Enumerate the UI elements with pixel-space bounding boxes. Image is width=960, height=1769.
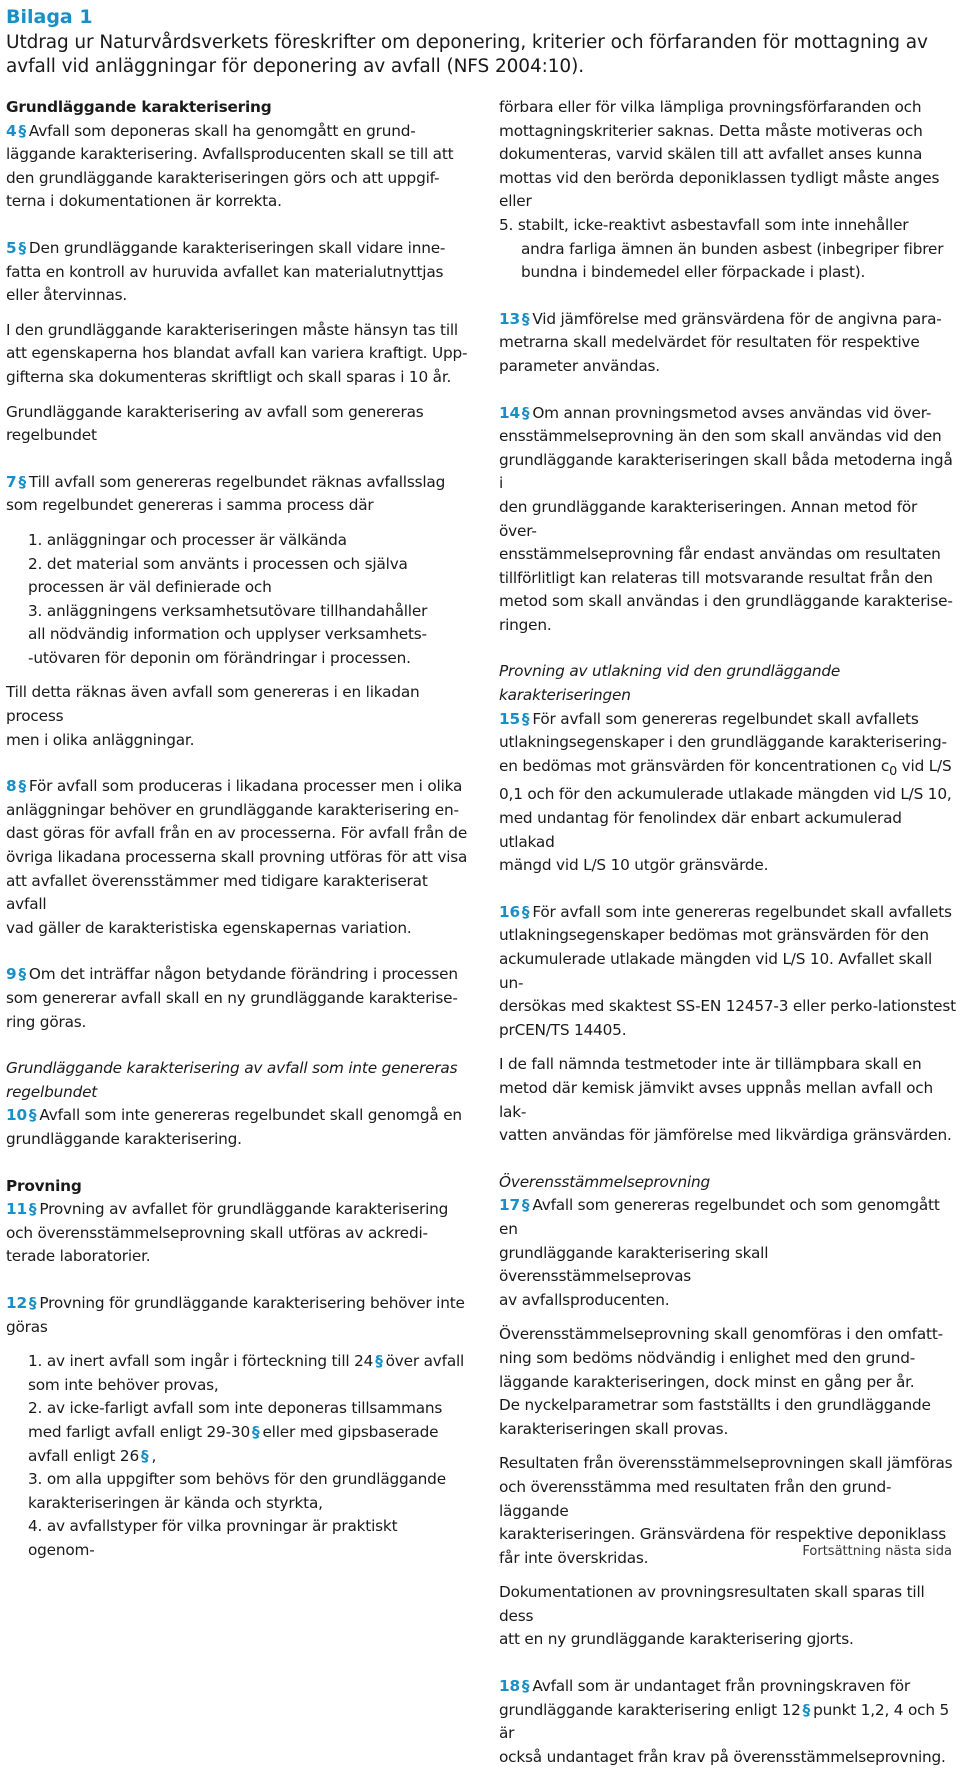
text-line: fatta en kontroll av huruvida avfallet kan materialutnyttjas: [6, 262, 444, 281]
paragraph-number: 12: [6, 1293, 27, 1312]
text-line: får inte överskridas.: [499, 1548, 649, 1567]
subtitle-line: avfall vid anläggningar för deponering av avfall (NFS 2004:10).: [6, 56, 585, 77]
text-line: eller: [499, 192, 532, 211]
text-line: metrarna skall medelvärdet för resultaten för respektive: [499, 333, 920, 352]
section-sign-icon: §: [18, 238, 26, 257]
paragraph: [6, 681, 468, 752]
paragraph-13: [499, 308, 959, 379]
text-line: en bedömas mot gränsvärden för koncentrationen c: [499, 756, 890, 775]
text-line: göras: [6, 1317, 48, 1336]
text-line: ensstämmelseprovning får endast användas om resultaten: [499, 545, 941, 564]
text-line: ensstämmelseprovning än den som skall användas vid den: [499, 427, 942, 446]
text-line: regelbundet: [6, 426, 97, 445]
paragraph: [499, 1053, 959, 1147]
paragraph-number: 9: [6, 965, 17, 984]
paragraph-12-continued: [499, 96, 959, 285]
section-heading: Grundläggande karakterisering: [6, 98, 272, 116]
paragraph-number: 4: [6, 121, 17, 140]
text-line: ringen.: [499, 615, 552, 634]
text-line: med undantag för fenolindex där enbart ackumulerad utlakad: [499, 809, 902, 851]
text-line: mängd vid L/S 10 utgör gränsvärde.: [499, 856, 769, 875]
text-line: utlakningsegenskaper i den grundläggande karakterisering-: [499, 733, 947, 752]
text-line: av avfallsproducenten.: [499, 1290, 670, 1309]
section-heading: Grundläggande karakterisering av avfall som inte genereras: [6, 1059, 458, 1078]
text-line: grundläggande karakterisering.: [6, 1129, 242, 1148]
text-line: läggande karakterisering. Avfallsproducenten skall se till att: [6, 145, 454, 164]
paragraph-18: [499, 1675, 959, 1769]
text-line: dokumenteras, varvid skälen till att avfallet anses kunna: [499, 145, 923, 164]
text-line: vid L/S: [897, 756, 952, 775]
section-sign-icon: §: [521, 709, 530, 728]
list-item: 5. stabilt, icke-reaktivt asbestavfall som inte innehåller: [499, 215, 909, 234]
text-line: Dokumentationen av provningsresultaten skall sparas till dess: [499, 1583, 925, 1625]
paragraph-7: [6, 471, 468, 518]
paragraph-16: [499, 901, 959, 1043]
section-sign-icon: §: [28, 1200, 37, 1219]
section-sign-icon: §: [18, 472, 26, 491]
text-line: ring göras.: [6, 1012, 87, 1031]
list-item: 1. anläggningar och processer är välkända: [28, 530, 347, 549]
paragraph-number: 8: [6, 777, 17, 796]
section-sign-icon: §: [375, 1352, 383, 1371]
right-column: [499, 96, 959, 1769]
text-line: eller återvinnas.: [6, 286, 128, 305]
paragraph-11: [6, 1175, 468, 1269]
list-item: 2. av icke-farligt avfall som inte deponeras tillsammans: [28, 1399, 443, 1418]
text-line: ackumulerade utlakade mängden vid L/S 10. Avfallet skall un-: [499, 950, 933, 992]
text-line: att avfallet överensstämmer med tidigare karakteriserat avfall: [6, 871, 428, 914]
text-line: grundläggande karakterisering enligt 12: [499, 1700, 801, 1719]
text-line: Till detta räknas även avfall som genereras i en likadan process: [6, 683, 420, 726]
section-sign-icon: §: [802, 1700, 811, 1719]
section-heading: regelbundet: [6, 1082, 98, 1101]
text-line: Om annan provningsmetod avses användas vid över-: [532, 403, 932, 422]
text-line: grundläggande karakteriseringen skall båda metoderna ingå i: [499, 450, 953, 493]
text-line: Till avfall som genereras regelbundet räknas avfallsslag: [28, 472, 446, 491]
section-sign-icon: §: [251, 1422, 260, 1441]
paragraph-number: 10: [6, 1106, 27, 1125]
text-line: utlakningsegenskaper bedömas mot gränsvärden för den: [499, 926, 929, 945]
section-sign-icon: §: [521, 403, 530, 422]
paragraph-number: 17: [499, 1196, 520, 1215]
text-line: Provning för grundläggande karakterisering behöver inte: [39, 1293, 465, 1312]
list-item: över avfall: [385, 1352, 465, 1371]
subtitle-line: Utdrag ur Naturvårdsverkets föreskrifter om deponering, kriterier och förfaranden för mottagning av: [6, 32, 928, 53]
text-line: För avfall som inte genereras regelbundet skall avfallets: [532, 902, 952, 921]
text-line: Om det inträffar någon betydande förändring i processen: [28, 965, 458, 984]
section-sign-icon: §: [28, 1293, 37, 1312]
paragraph: [499, 1581, 959, 1652]
text-line: läggande karakteriseringen, dock minst en gång per år.: [499, 1372, 915, 1391]
text-line: Grundläggande karakterisering av avfall som genereras: [6, 402, 424, 421]
text-line: prCEN/TS 14405.: [499, 1020, 627, 1039]
list-item: bundna i bindemedel eller förpackade i plast).: [521, 263, 866, 282]
list-item: ,: [151, 1446, 157, 1465]
text-line: karakteriseringen skall provas.: [499, 1419, 729, 1438]
text-line: att en ny grundläggande karakterisering gjorts.: [499, 1630, 854, 1649]
text-line: dersökas med skaktest SS-EN 12457-3 eller perko-lationstest: [499, 997, 956, 1016]
text-line: Överensstämmelseprovning skall genomföras i den omfatt-: [499, 1325, 943, 1344]
text-line: För avfall som produceras i likadana processer men i olika: [28, 777, 463, 796]
paragraph-number: 16: [499, 902, 520, 921]
paragraph-8: [6, 775, 468, 940]
continue-note: Fortsättning nästa sida: [802, 1544, 952, 1559]
text-line: gifterna ska dokumenteras skriftligt och skall sparas i 10 år.: [6, 367, 452, 386]
paragraph-4: [6, 120, 468, 214]
appendix-title: Bilaga 1: [6, 6, 93, 28]
list-item: 3. anläggningens verksamhetsutövare tillhandahåller: [28, 601, 428, 620]
section-sign-icon: §: [18, 965, 26, 984]
list-item: avfall enligt 26: [28, 1446, 139, 1465]
text-line: den grundläggande karakteriseringen görs och att uppgif-: [6, 168, 440, 187]
text-line: vad gäller de karakteristiska egenskapernas variation.: [6, 918, 412, 937]
text-line: förbara eller för vilka lämpliga provningsförfaranden och: [499, 98, 922, 116]
text-line: Vid jämförelse med gränsvärdena för de angivna para-: [532, 309, 942, 328]
list-item: 2. det material som använts i processen och själva: [28, 554, 408, 573]
paragraph-number: 11: [6, 1200, 27, 1219]
paragraph-number: 5: [6, 238, 17, 257]
list-item: -utövaren för deponin om förändringar i processen.: [28, 648, 411, 667]
text-line: och överensstämma med resultaten från den grund-läggande: [499, 1477, 892, 1520]
text-line: 0,1 och för den ackumulerade utlakade mängden vid L/S 10,: [499, 785, 952, 804]
section-heading: [6, 401, 468, 448]
paragraph: [499, 1323, 959, 1441]
text-line: Avfall som deponeras skall ha genomgått en grund-: [28, 121, 416, 140]
text-line: den grundläggande karakteriseringen. Annan metod för över-: [499, 497, 918, 540]
paragraph-number: 7: [6, 472, 17, 491]
text-line: mottagningskriterier saknas. Detta måste motiveras och: [499, 121, 923, 140]
section-sign-icon: §: [141, 1446, 149, 1465]
list-item: processen är väl definierade och: [28, 578, 272, 597]
text-line: ning som bedöms nödvändig i enlighet med den grund-: [499, 1348, 916, 1367]
text-line: vatten användas för jämförelse med likvärdiga gränsvärden.: [499, 1126, 952, 1145]
text-line: Avfall som genereras regelbundet och som genomgått en: [499, 1196, 940, 1238]
list-item: med farligt avfall enligt 29-30: [28, 1422, 250, 1441]
paragraph-10: [6, 1057, 468, 1151]
text-line: Provning av avfallet för grundläggande karakterisering: [39, 1200, 449, 1219]
list-item: 3. om alla uppgifter som behövs för den grundläggande: [28, 1470, 446, 1489]
left-column: [6, 96, 468, 1562]
text-line: tillförlitligt kan relateras till motsvarande resultat från den: [499, 568, 933, 587]
section-sign-icon: §: [521, 1196, 530, 1215]
section-heading: Överensstämmelseprovning: [499, 1172, 711, 1191]
text-line: terade laboratorier.: [6, 1247, 151, 1266]
section-heading: Provning: [6, 1176, 82, 1195]
text-line: också undantaget från krav på överensstämmelseprovning.: [499, 1747, 946, 1766]
list-item: andra farliga ämnen än bunden asbest (inbegriper fibrer: [521, 239, 944, 258]
paragraph-9: [6, 963, 468, 1034]
text-line: dast göras för avfall från en av processerna. För avfall från de: [6, 824, 468, 843]
text-line: som genererar avfall skall en ny grundläggande karakterise-: [6, 989, 458, 1007]
paragraph: [6, 319, 468, 390]
list-item: eller med gipsbaserade: [262, 1422, 439, 1441]
document-header: [6, 0, 954, 79]
text-line: mottas vid den berörda deponiklassen tydligt måste anges: [499, 168, 940, 187]
paragraph-number: 13: [499, 309, 520, 328]
text-line: De nyckelparametrar som fastställts i den grundläggande: [499, 1396, 931, 1415]
text-line: anläggningar behöver en grundläggande karakterisering en-: [6, 800, 459, 819]
paragraph-14: [499, 402, 959, 638]
text-line: metod där kemisk jämvikt avses uppnås mellan avfall och lak-: [499, 1079, 933, 1121]
section-sign-icon: §: [521, 902, 530, 921]
paragraph-number: 18: [499, 1677, 520, 1696]
text-line: och överensstämmelseprovning skall utföras av ackredi-: [6, 1223, 428, 1242]
document-subtitle: [6, 31, 954, 79]
text-line: Resultaten från överensstämmelseprovningen skall jämföras: [499, 1454, 953, 1473]
paragraph-5: [6, 237, 468, 308]
text-line: övriga likadana processerna skall provning utföras för att visa: [6, 848, 468, 867]
text-line: karakteriseringen. Gränsvärdena för respektive deponiklass: [499, 1525, 947, 1544]
paragraph-12: [6, 1292, 468, 1339]
text-line: Avfall som är undantaget från provningskraven för: [532, 1677, 910, 1696]
text-line: men i olika anläggningar.: [6, 730, 195, 749]
paragraph-number: 14: [499, 403, 520, 422]
text-line: Den grundläggande karakteriseringen skall vidare inne-: [28, 238, 446, 257]
section-sign-icon: §: [521, 309, 530, 328]
subscript: 0: [889, 763, 897, 779]
text-line: I de fall nämnda testmetoder inte är tillämpbara skall en: [499, 1055, 922, 1074]
list-item: all nödvändig information och upplyser verksamhets-: [28, 625, 427, 644]
list: [6, 529, 468, 671]
text-line: som regelbundet genereras i samma process där: [6, 496, 374, 515]
list-item: 4. av avfallstyper för vilka provningar är praktiskt ogenom-: [28, 1517, 398, 1559]
paragraph-number: 15: [499, 709, 520, 728]
section-sign-icon: §: [18, 121, 26, 140]
section-heading: Provning av utlakning vid den grundläggande karakteriseringen: [499, 662, 841, 705]
text-line: För avfall som genereras regelbundet skall avfallets: [532, 709, 919, 728]
text-line: att egenskaperna hos blandat avfall kan variera kraftigt. Upp-: [6, 344, 468, 363]
paragraph-17: [499, 1171, 959, 1313]
section-sign-icon: §: [521, 1677, 530, 1696]
list: [6, 1350, 468, 1562]
text-line: grundläggande karakterisering skall överensstämmelseprovas: [499, 1243, 769, 1286]
paragraph-15: [499, 660, 959, 877]
text-line: punkt 1,2, 4 och 5 är: [499, 1700, 950, 1743]
list-item: som inte behöver provas,: [28, 1375, 219, 1394]
text-line: metod som skall användas i den grundläggande karakterise-: [499, 592, 953, 611]
text-line: I den grundläggande karakteriseringen måste hänsyn tas till: [6, 320, 458, 339]
list-item: karakteriseringen är kända och styrkta,: [28, 1493, 323, 1512]
section-sign-icon: §: [28, 1106, 37, 1125]
text-line: parameter användas.: [499, 356, 660, 375]
text-line: terna i dokumentationen är korrekta.: [6, 192, 282, 211]
list-item: 1. av inert avfall som ingår i förteckning till 24: [28, 1352, 374, 1371]
section-sign-icon: §: [18, 777, 26, 796]
text-line: Avfall som inte genereras regelbundet skall genomgå en: [39, 1106, 462, 1125]
